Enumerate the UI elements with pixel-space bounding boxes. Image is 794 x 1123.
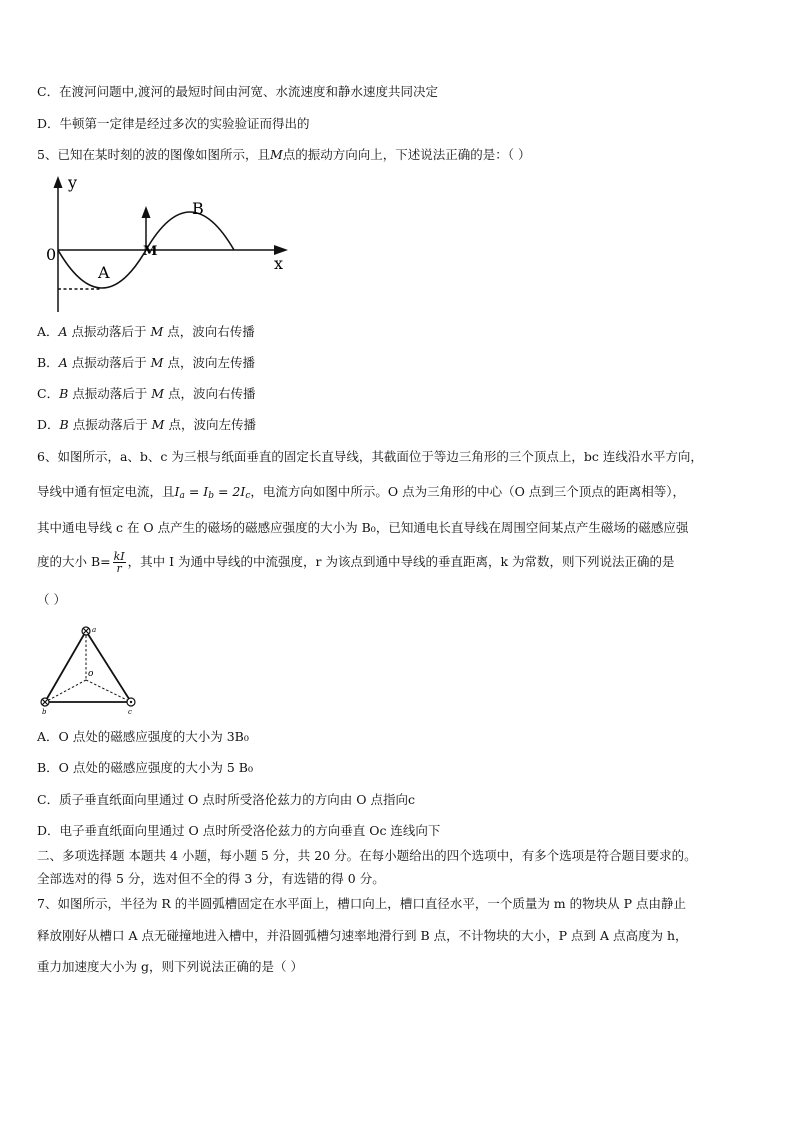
q6-stem-line-3: 其中通电导线 c 在 O 点产生的磁场的磁感应强度的大小为 B₀，已知通电长直导线在周围空间某点产生磁场的磁感应强: [37, 520, 689, 535]
wave-figure: [40, 172, 300, 317]
q5-stem: 5、已知在某时刻的波的图像如图所示，且M点的振动方向向上，下述说法正确的是：（ ）: [37, 147, 531, 162]
q5-option-b: B．A 点振动落后于 M 点，波向左传播: [37, 355, 255, 370]
fig-point-a-label: A: [98, 263, 110, 282]
fig-y-label: y: [68, 173, 78, 192]
q6-stem-line-5: （ ）: [37, 592, 66, 607]
q7-stem-line-1: 7、如图所示，半径为 R 的半圆弧槽固定在水平面上，槽口向上，槽口直径水平，一个质量为 m 的物块从 P 点由静止: [37, 896, 686, 911]
q5-option-c: C．B 点振动落后于 M 点，波向右传播: [37, 386, 256, 401]
current-equation: $I_a = I_b = 2I_c$: [174, 484, 251, 501]
q5-option-a: A．A 点振动落后于 M 点，波向右传播: [37, 324, 255, 339]
q6-option-b: B．O 点处的磁感应强度的大小为 5 B₀: [37, 760, 254, 775]
q6-stem-line-2: 导线中通有恒定电流，且$I_a = I_b = 2I_c$，电流方向如图中所示。O 点为三角形的中心（O 点到三个顶点的距离相等），: [37, 484, 686, 501]
q7-stem-line-3: 重力加速度大小为 g，则下列说法正确的是（ ）: [37, 959, 303, 974]
q4-option-d: D．牛顿第一定律是经过多次的实验验证而得出的: [37, 116, 310, 131]
q7-stem-line-2: 释放刚好从槽口 A 点无碰撞地进入槽中，并沿圆弧槽匀速率地滑行到 B 点，不计物块的大小，P 点到 A 点高度为 h，: [37, 928, 688, 943]
section2-heading-line-2: 全部选对的得 5 分，选对但不全的得 3 分，有选错的得 0 分。: [37, 871, 385, 886]
fig-label-o: o: [88, 669, 94, 679]
q6-option-c: C．质子垂直纸面向里通过 O 点时所受洛伦兹力的方向由 O 点指向c: [37, 792, 415, 807]
fig-label-b: b: [42, 708, 47, 716]
fig-label-a: a: [92, 626, 97, 634]
q6-stem-line-1: 6、如图所示，a、b、c 为三根与纸面垂直的固定长直导线，其截面位于等边三角形的三个顶点上，bc 连线沿水平方向，: [37, 449, 703, 464]
fig-x-label: x: [274, 254, 284, 273]
q6-option-a: A．O 点处的磁感应强度的大小为 3B₀: [37, 729, 249, 744]
triangle-figure: [36, 620, 146, 720]
q6-option-d: D．电子垂直纸面向里通过 O 点时所受洛伦兹力的方向垂直 Oc 连线向下: [37, 823, 441, 838]
fig-point-b-label: B: [192, 199, 204, 218]
q4-option-c: C．在渡河问题中,渡河的最短时间由河宽、水流速度和静水速度共同决定: [37, 84, 439, 99]
fig-point-m-label: M: [143, 244, 158, 259]
formula-fraction: $\frac{kI}{r}$: [113, 550, 125, 575]
section2-heading-line-1: 二、多项选择题 本题共 4 小题，每小题 5 分，共 20 分。在每小题给出的四个选项中，有多个选项是符合题目要求的。: [37, 848, 697, 863]
fig-label-c: c: [128, 708, 132, 716]
fig-origin-label: 0: [46, 245, 57, 264]
q6-stem-line-4: 度的大小 B= $\frac{kI}{r}$ ，其中 I 为通中导线的中流强度，r 为该点到通中导线的垂直距离，k 为常数，则下列说法正确的是: [37, 550, 675, 575]
q5-option-d: D．B 点振动落后于 M 点，波向左传播: [37, 417, 256, 432]
